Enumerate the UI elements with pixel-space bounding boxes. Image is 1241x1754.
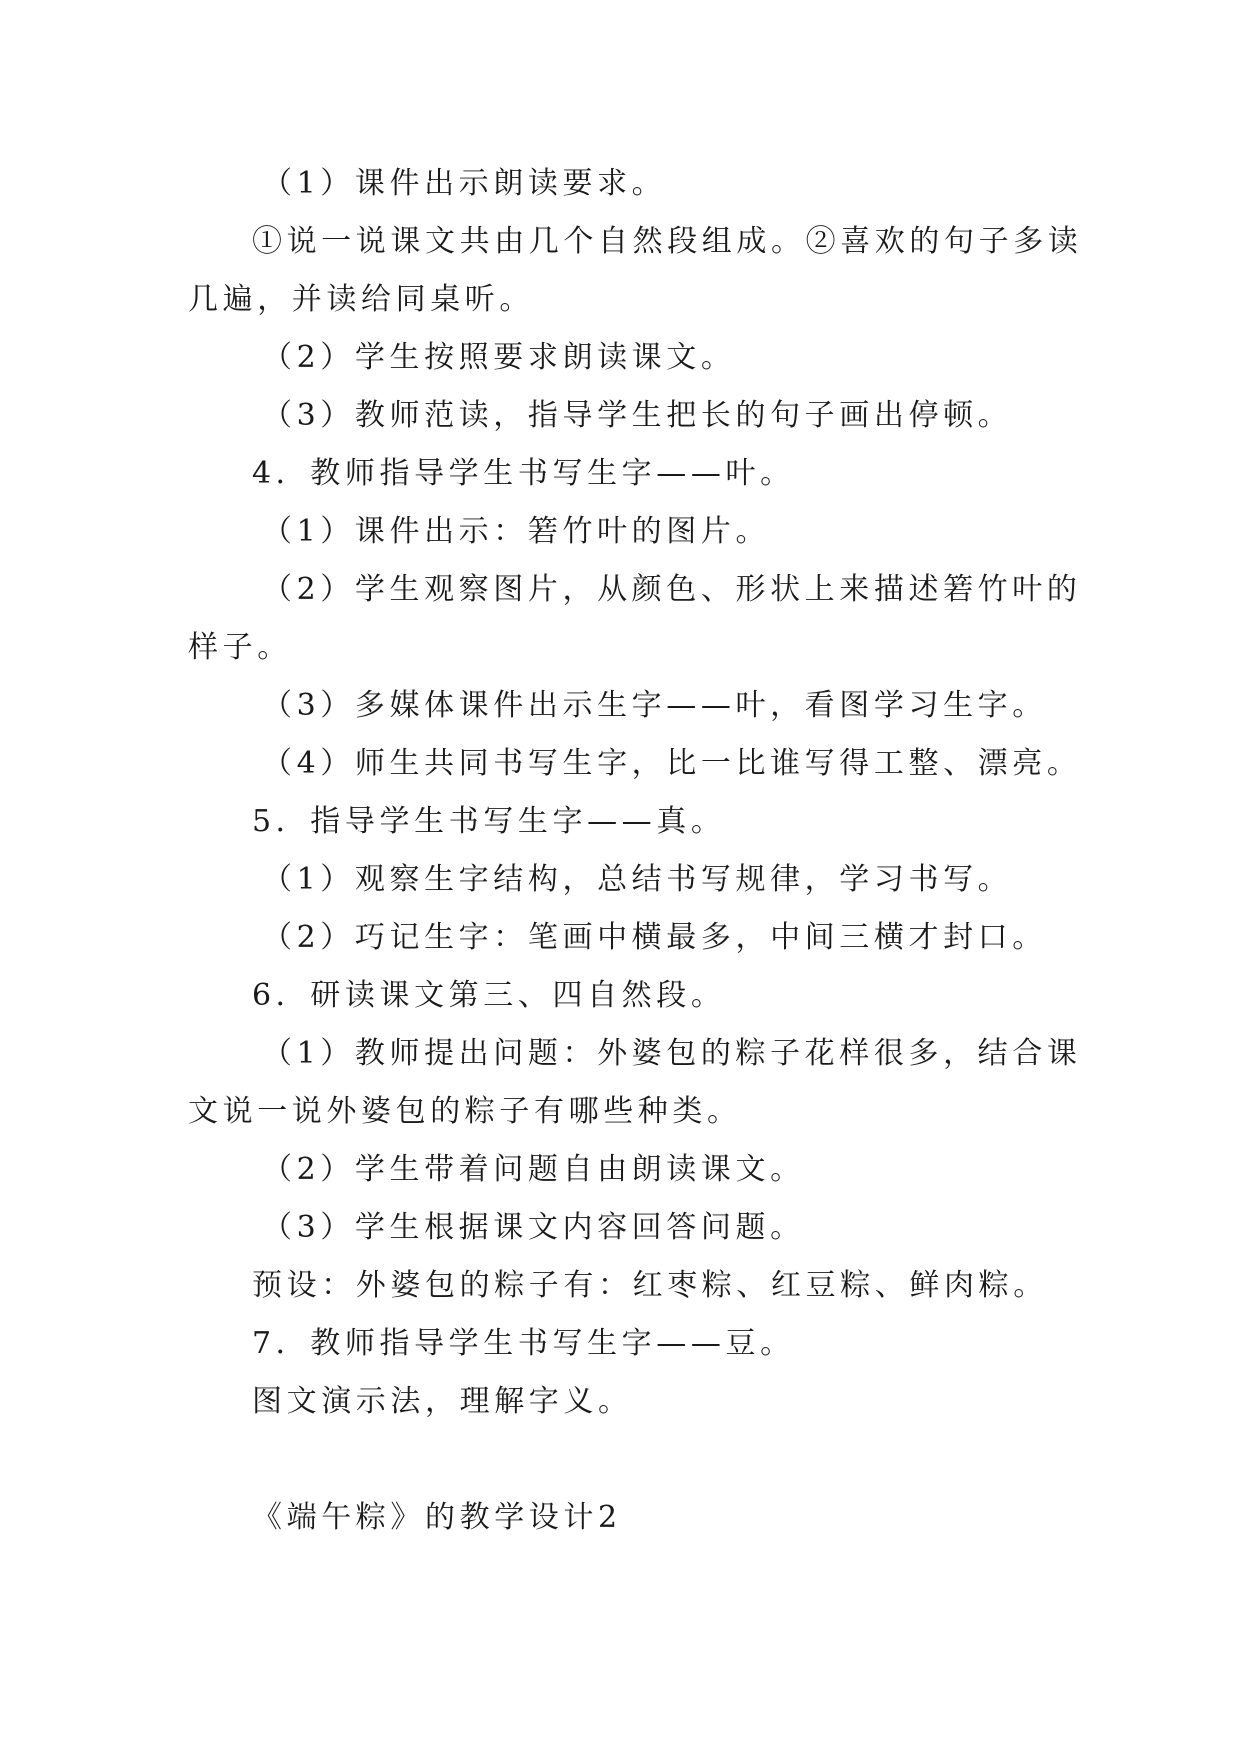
section-heading: 7．教师指导学生书写生字——豆。 [252,1326,795,1361]
paragraph-line: （2）巧记生字：笔画中横最多，中间三横才封口。 [262,920,1047,955]
paragraph-line: 几遍，并读给同桌听。 [188,282,534,317]
paragraph-line: 文说一说外婆包的粽子有哪些种类。 [188,1094,742,1129]
section-heading: 4．教师指导学生书写生字——叶。 [252,456,795,491]
paragraph-line: （2）学生观察图片，从颜色、形状上来描述箬竹叶的 [262,572,1082,607]
paragraph-line: （1）课件出示：箬竹叶的图片。 [262,514,771,549]
paragraph-line: （1）观察生字结构，总结书写规律，学习书写。 [262,862,1013,897]
paragraph-line: （3）多媒体课件出示生字——叶，看图学习生字。 [262,688,1047,723]
section-heading: 6．研读课文第三、四自然段。 [252,978,726,1013]
paragraph-line: 样子。 [188,630,292,665]
document-title: 《端午粽》的教学设计2 [252,1500,622,1535]
paragraph-line: 预设：外婆包的粽子有：红枣粽、红豆粽、鲜肉粽。 [252,1268,1048,1303]
paragraph-line: （4）师生共同书写生字，比一比谁写得工整、漂亮。 [262,746,1082,781]
paragraph-line: （1）教师提出问题：外婆包的粽子花样很多，结合课 [262,1036,1082,1071]
paragraph-line: （1）课件出示朗读要求。 [262,166,667,201]
paragraph-line: （2）学生按照要求朗读课文。 [262,340,736,375]
paragraph-line: ①说一说课文共由几个自然段组成。②喜欢的句子多读 [252,224,1083,259]
section-heading: 5．指导学生书写生字——真。 [252,804,726,839]
paragraph-line: （2）学生带着问题自由朗读课文。 [262,1152,805,1187]
paragraph-line: （3）教师范读，指导学生把长的句子画出停顿。 [262,398,1013,433]
paragraph-line: （3）学生根据课文内容回答问题。 [262,1210,805,1245]
paragraph-line: 图文演示法，理解字义。 [252,1384,633,1419]
